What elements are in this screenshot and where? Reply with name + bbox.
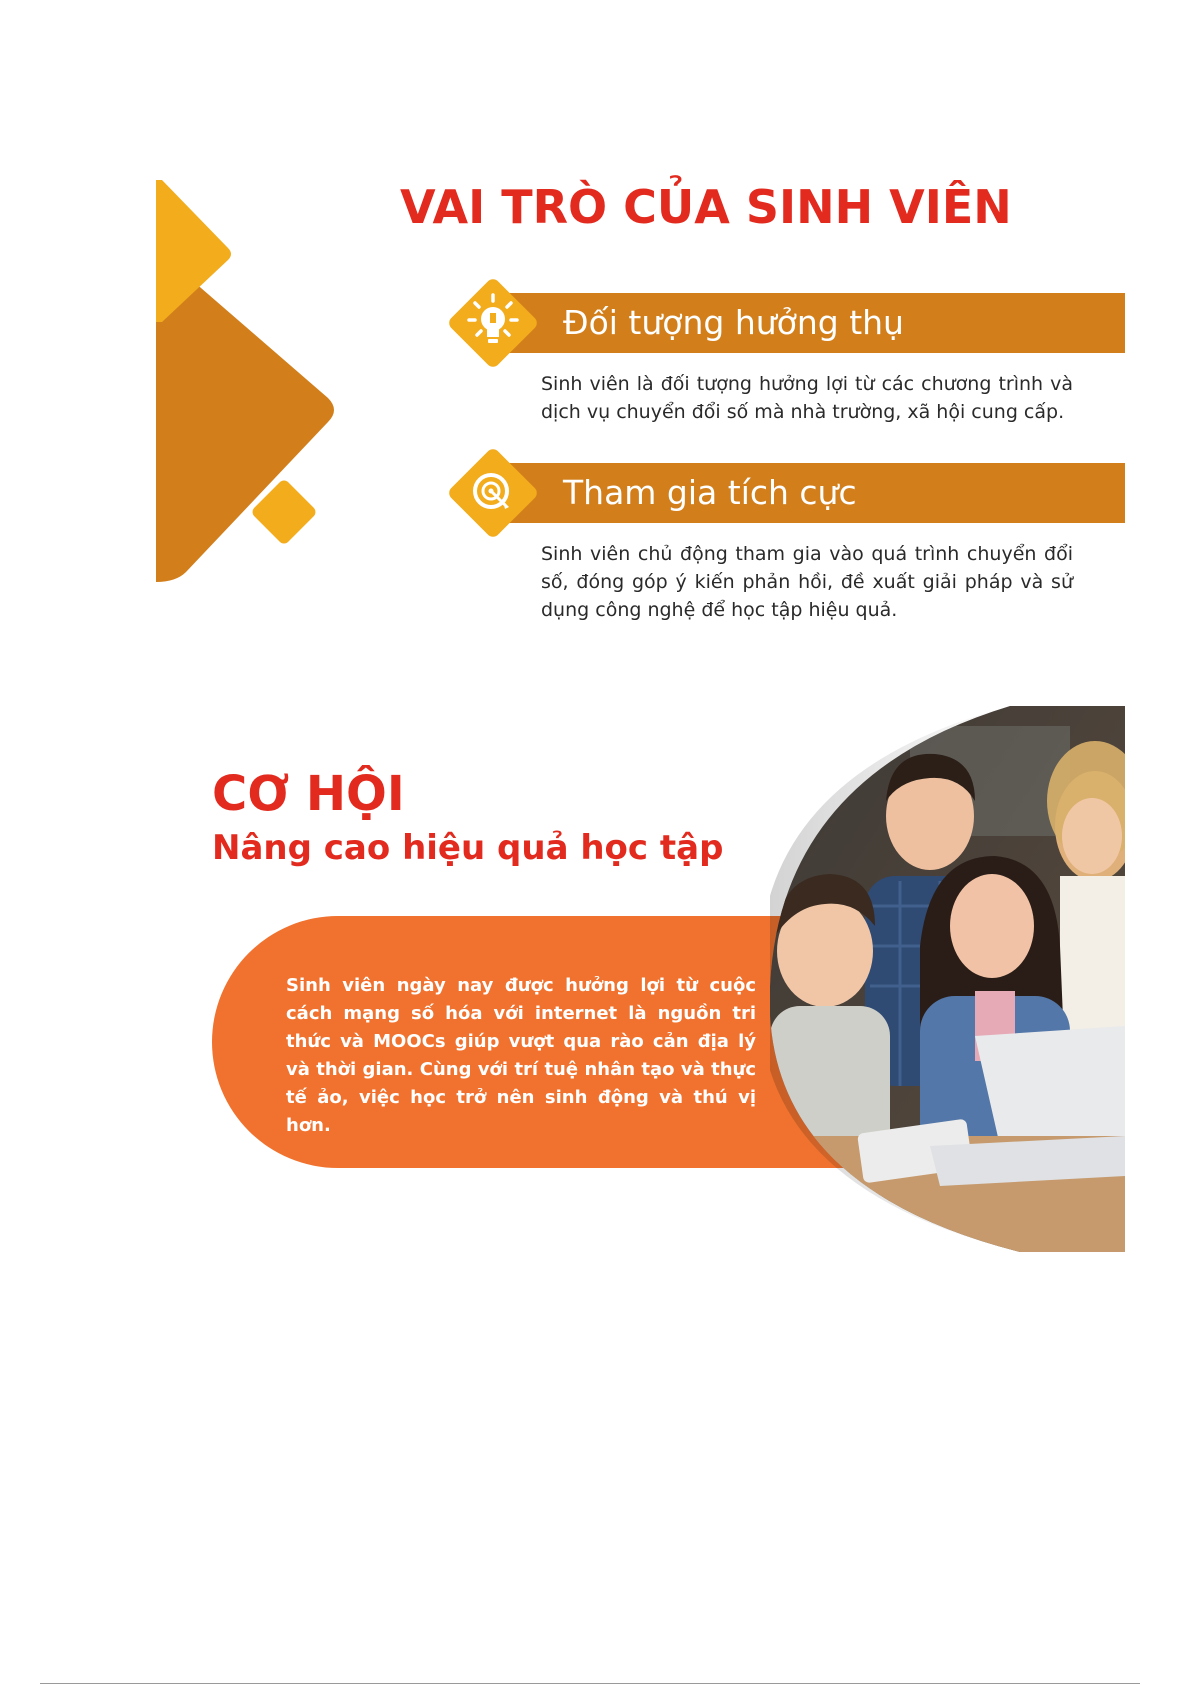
- role-description: Sinh viên là đối tượng hưởng lợi từ các chương trình và dịch vụ chuyển đổi số mà nhà trường, xã hội cung cấp.: [541, 373, 1073, 423]
- role-description: Sinh viên chủ động tham gia vào quá trình chuyển đổi số, đóng góp ý kiến phản hồi, đề xuất giải pháp và sử dụng công nghệ để học tập hiệu quả.: [541, 543, 1073, 621]
- page-bottom-rule: [40, 1683, 1140, 1684]
- students-photo: [770, 706, 1125, 1252]
- opportunity-subtitle: Nâng cao hiệu quả học tập: [212, 828, 724, 868]
- decorative-arrow-shapes: [150, 180, 350, 600]
- role-heading-bar: Tham gia tích cực: [505, 463, 1125, 523]
- role-heading-bar: Đối tượng hưởng thụ: [505, 293, 1125, 353]
- opportunity-body: Sinh viên ngày nay được hưởng lợi từ cuộc cách mạng số hóa với internet là nguồn tri thức và MOOCs giúp vượt qua rào cản địa lý và thời gian. Cùng với trí tuệ nhân tạo và thực tế ảo, việc học trở nên sinh động và thú vị hơn.: [286, 975, 756, 1136]
- large-orange-triangle: [156, 275, 334, 582]
- lightbulb-icon: [437, 267, 549, 379]
- roles-title: VAI TRÒ CỦA SINH VIÊN: [400, 180, 1012, 234]
- target-icon: [437, 437, 549, 549]
- opportunity-title: CƠ HỘI: [212, 766, 405, 822]
